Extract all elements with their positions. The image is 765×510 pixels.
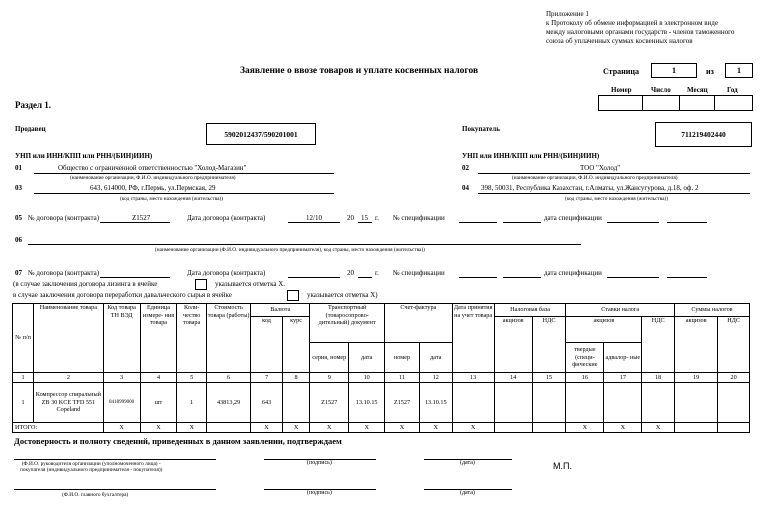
header-rates-fixed: твердые (специ- фические: [566, 343, 604, 373]
year-prefix: 20: [347, 269, 354, 277]
document-title: Заявление о ввозе товаров и уплате косвенных налогов: [240, 66, 479, 76]
header-base-excise: акцизов: [494, 317, 532, 373]
col-number: 12: [419, 373, 452, 383]
doc-year-field[interactable]: [715, 95, 753, 111]
contract-date-line: [288, 222, 340, 223]
doc-number-field[interactable]: [598, 95, 643, 111]
header-rates-excise: акцизов: [566, 317, 642, 343]
col-number: 19: [675, 373, 718, 383]
cell-base-vat[interactable]: [532, 383, 566, 423]
header-currency: Валюта: [251, 304, 310, 317]
buyer-name-caption: (наименование организации, Ф.И.О. индивидуального предпринимателя): [512, 175, 678, 181]
annex-line: союза об уплаченных суммах косвенных налогов: [546, 37, 693, 45]
cell-rates-fixed[interactable]: [566, 383, 604, 423]
stamp-label: М.П.: [553, 461, 572, 471]
col-number: 15: [532, 373, 566, 383]
contract-label: № договора (контракта): [28, 214, 100, 222]
doc-month-field[interactable]: [680, 95, 715, 111]
contract-date-line: [288, 277, 340, 278]
cell-rates-vat[interactable]: [642, 383, 675, 423]
spec-line-1: [459, 222, 497, 223]
header-rates-vat: НДС: [642, 317, 675, 373]
total-label: ИТОГО:: [13, 423, 104, 433]
header-base-vat: НДС: [532, 317, 566, 373]
spec-line-2: [503, 222, 541, 223]
total-x: X: [103, 423, 140, 433]
leasing-mark-note: указывается отметка X.: [215, 280, 286, 288]
cell-base-excise[interactable]: [494, 383, 532, 423]
total-x: X: [310, 423, 349, 433]
contract-date[interactable]: 12/10: [306, 214, 322, 222]
contract-date-label: Дата договора (контракта): [187, 214, 266, 222]
head-caption-line: (Ф.И.О. руководителя организации (уполномоченного лица) -: [21, 461, 161, 467]
header-inv-date: дата: [419, 343, 452, 373]
seller-address[interactable]: 643, 614000, РФ, г.Пермь, ул.Пермская, 29: [90, 184, 216, 192]
col-number: 14: [494, 373, 532, 383]
date-header-number: Номер: [611, 86, 632, 94]
total-x: X: [452, 423, 494, 433]
cell-cur-rate[interactable]: [282, 383, 309, 423]
header-rates: Ставки налога: [566, 304, 675, 317]
signature-caption: (подпись): [307, 490, 332, 496]
buyer-name[interactable]: ТОО "Холод": [580, 164, 621, 172]
col-number: 20: [718, 373, 750, 383]
date-header-month: Месяц: [687, 86, 708, 94]
col-number: 16: [566, 373, 604, 383]
spec-date-line-2: [667, 222, 707, 223]
header-tr-series: серия, номер: [310, 343, 349, 373]
accountant-name-line: [14, 489, 216, 490]
buyer-address-line: [478, 193, 750, 194]
col-number: 1: [13, 373, 34, 383]
spec-date-line-1: [607, 222, 659, 223]
contract-year[interactable]: 15: [361, 214, 368, 222]
cell-unit[interactable]: шт: [140, 383, 177, 423]
cell-tr-series[interactable]: Z1527: [310, 383, 349, 423]
header-unit: Единица измере- ния товара: [140, 304, 177, 373]
total-x: X: [604, 423, 642, 433]
header-n: № п/п: [13, 304, 34, 373]
doc-day-field[interactable]: [643, 95, 680, 111]
seller-id-type: УНП или ИНН/КПП или РНН/(БИН)ИИН): [15, 152, 153, 160]
leasing-checkbox[interactable]: [195, 279, 207, 290]
col-number: 7: [251, 373, 283, 383]
col-number: 11: [385, 373, 420, 383]
cell-cur-code[interactable]: 643: [251, 383, 283, 423]
header-cur-rate: курс: [282, 317, 309, 373]
col-number: 6: [206, 373, 250, 383]
cell-n[interactable]: 1: [13, 383, 34, 423]
seller-name[interactable]: Общество с ограниченной ответственностью "Холод-Магазин": [58, 164, 247, 172]
processing-note: в случае заключения договора переработки давальческого сырья в ячейке: [13, 291, 232, 299]
total-x: X: [419, 423, 452, 433]
col-number: 3: [103, 373, 140, 383]
processing-mark-note: указывается отметка X): [307, 291, 378, 299]
cell-sums-vat[interactable]: [718, 383, 750, 423]
header-cost: Стоимость товара (работы): [206, 304, 250, 373]
total-base-excise[interactable]: [494, 423, 532, 433]
buyer-address-caption: (код страны, место нахождения (жительства)): [565, 196, 669, 202]
row-number: 07: [15, 269, 22, 277]
date-caption: (дата): [460, 490, 475, 496]
contract-line: [100, 277, 170, 278]
annex-line: Приложение 1: [546, 10, 589, 18]
buyer-name-line: [478, 173, 750, 174]
row-number: 02: [462, 164, 469, 172]
goods-table: [12, 303, 750, 433]
total-x: X: [282, 423, 309, 433]
cell-name[interactable]: Компрессор спиральный ZB 30 KCE TFD 551 Copeland: [34, 383, 104, 423]
confirmation-text: Достоверность и полноту сведений, приведенных в данном заявлении, подтверждаем: [14, 436, 342, 446]
total-x: X: [385, 423, 420, 433]
col-number: 17: [604, 373, 642, 383]
spec-date-line-1: [607, 277, 659, 278]
row06-line: [28, 244, 581, 245]
spec-date-line-2: [667, 277, 707, 278]
spec-date-label: дата спецификации: [544, 269, 602, 277]
year-suffix: г.: [375, 214, 379, 222]
spec-label: № спецификации: [393, 269, 445, 277]
total-sums-vat[interactable]: [718, 423, 750, 433]
leasing-note: (в случае заключения договора лизинга в ячейке: [13, 280, 158, 288]
row-number: 04: [462, 184, 469, 192]
year-prefix: 20: [347, 214, 354, 222]
spec-date-label: дата спецификации: [544, 214, 602, 222]
buyer-address[interactable]: 398, 50031, Республика Казахстан, г.Алматы, ул.Жансугурова, д.18, оф. 2: [481, 184, 699, 192]
header-cur-code: код: [251, 317, 283, 373]
total-x: X: [140, 423, 177, 433]
spec-line-1: [459, 277, 497, 278]
col-number: 13: [452, 373, 494, 383]
header-rates-adval: адвалор- ные: [604, 343, 642, 373]
annex-note: [546, 10, 734, 46]
seller-id-field[interactable]: 5902012437/590201001: [206, 123, 316, 145]
header-code: Код товара ТН ВЭД: [103, 304, 140, 373]
year-suffix: г.: [375, 269, 379, 277]
cell-code[interactable]: 8418999000: [103, 383, 140, 423]
cell-accept[interactable]: [452, 383, 494, 423]
header-transport: Транспортный (товаросопрово- дительный) документ: [310, 304, 385, 343]
year-line: [358, 222, 372, 223]
section-title: Раздел 1.: [15, 100, 52, 110]
page-label: Страница: [603, 67, 639, 76]
col-number: 5: [177, 373, 207, 383]
col-number: 18: [642, 373, 675, 383]
header-inv-num: номер: [385, 343, 420, 373]
cell-qty[interactable]: 1: [177, 383, 207, 423]
contract-date-label: Дата договора (контракта): [187, 269, 266, 277]
date-caption: (дата): [460, 460, 475, 466]
buyer-id-field[interactable]: 711219402440: [655, 122, 752, 147]
total-x: X: [177, 423, 207, 433]
total-x: X: [642, 423, 675, 433]
header-sums: Суммы налогов: [675, 304, 750, 317]
head-caption: [20, 461, 162, 473]
cell-sums-excise[interactable]: [675, 383, 718, 423]
header-qty: Коли- чество товара: [177, 304, 207, 373]
total-x: X: [566, 423, 604, 433]
page-total-field[interactable]: 1: [725, 63, 753, 78]
row-number: 01: [15, 164, 22, 172]
page-of-label: из: [706, 67, 714, 76]
row-number: 06: [15, 236, 22, 244]
annex-line: к Протоколу об обмене информацией в электронном виде: [546, 19, 718, 27]
cell-rates-adval[interactable]: [604, 383, 642, 423]
buyer-id-type: УНП или ИНН/КПП или РНН/(БИН)ИИН): [462, 152, 600, 160]
header-name: Наименование товара: [34, 304, 104, 373]
seller-name-line: [34, 173, 334, 174]
col-number: 2: [34, 373, 104, 383]
header-tr-date: дата: [349, 343, 385, 373]
accountant-caption: (Ф.И.О. главного бухгалтера): [62, 492, 129, 498]
col-number: 10: [349, 373, 385, 383]
spec-label: № спецификации: [393, 214, 445, 222]
cell-tr-date[interactable]: 13.10.15: [349, 383, 385, 423]
col-number: 8: [282, 373, 309, 383]
seller-name-caption: (наименование организации, Ф.И.О. индивидуального предпринимателя): [70, 175, 236, 181]
header-accept: Дата принятия на учет товара: [452, 304, 494, 373]
header-sums-excise: акцизов: [675, 317, 718, 373]
cell-cost[interactable]: 43813,29: [206, 383, 250, 423]
date-header-day: Число: [651, 86, 671, 94]
page-number-field[interactable]: 1: [651, 63, 697, 78]
total-base-vat[interactable]: [532, 423, 566, 433]
seller-label: Продавец: [15, 125, 46, 133]
annex-line: между налоговыми органами государств - членов таможенного: [546, 28, 735, 36]
date-header-year: Год: [727, 86, 738, 94]
total-cost[interactable]: [206, 423, 250, 433]
seller-address-line: [34, 193, 334, 194]
signature-caption: (подпись): [307, 460, 332, 466]
header-base: Налоговая база: [494, 304, 566, 317]
contract-number[interactable]: Z1527: [132, 214, 151, 222]
col-number: 4: [140, 373, 177, 383]
processing-checkbox[interactable]: [287, 290, 299, 301]
total-x: X: [251, 423, 283, 433]
total-sums-excise[interactable]: [675, 423, 718, 433]
contract-line: [100, 222, 170, 223]
row-number: 03: [15, 184, 22, 192]
year-line: [358, 277, 372, 278]
head-caption-line: покупателя (индивидуального предпринимателя - покупателя)): [20, 467, 163, 473]
buyer-label: Покупатель: [462, 125, 500, 133]
total-x: X: [349, 423, 385, 433]
contract-label: № договора (контракта): [28, 269, 100, 277]
header-invoice: Счет-фактура: [385, 304, 452, 343]
cell-inv-num[interactable]: Z1527: [385, 383, 420, 423]
spec-line-2: [503, 277, 541, 278]
head-name-line: [14, 459, 216, 460]
seller-address-caption: (код страны, место нахождения (жительства)): [120, 196, 224, 202]
row06-caption: (наименование организации (Ф.И.О. индивидуального предпринимателя), код страны, место нахождения (жительства)): [155, 247, 425, 253]
row-number: 05: [15, 214, 22, 222]
header-sums-vat: НДС: [718, 317, 750, 373]
cell-inv-date[interactable]: 13.10.15: [419, 383, 452, 423]
col-number: 9: [310, 373, 349, 383]
